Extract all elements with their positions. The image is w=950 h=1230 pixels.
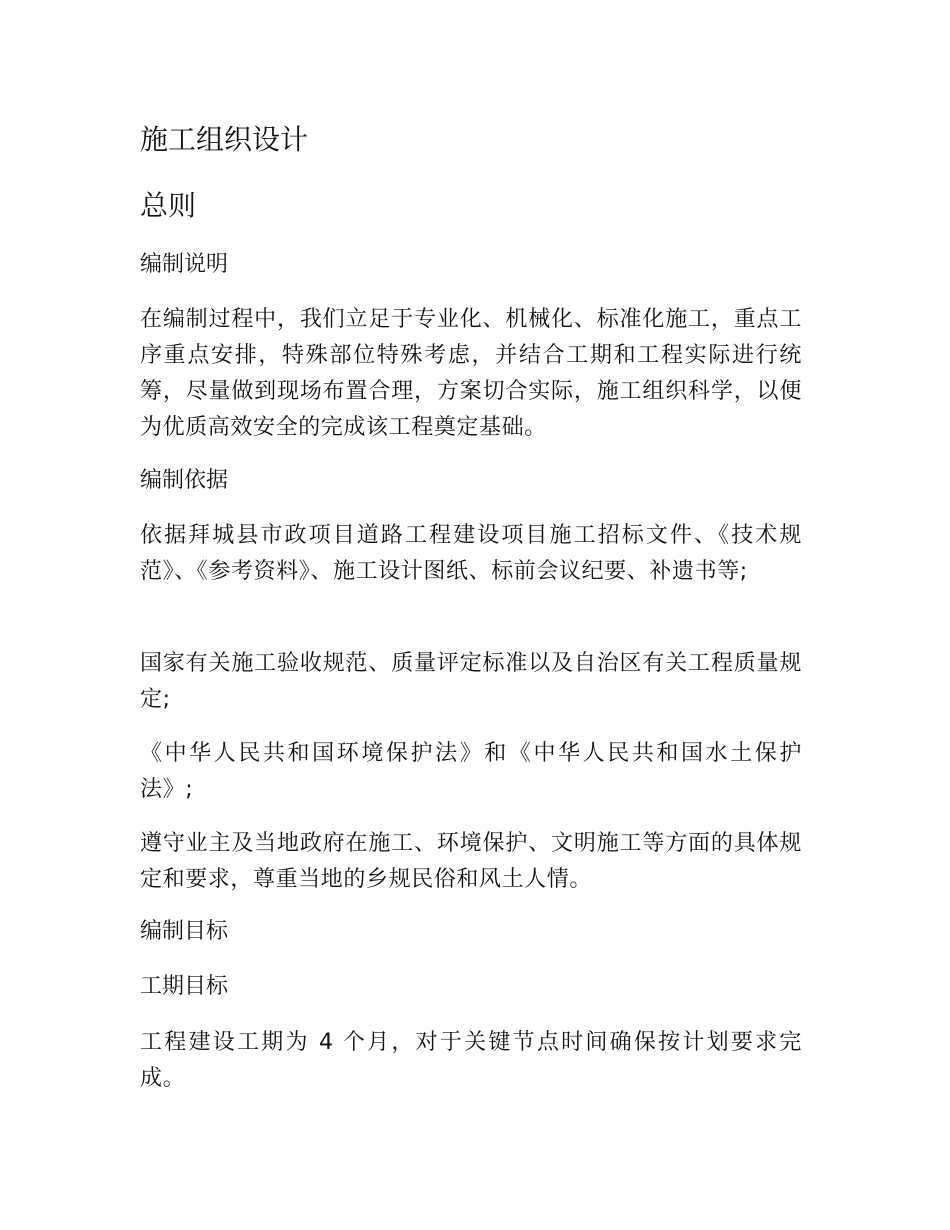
document-title: 施工组织设计: [140, 123, 309, 156]
paragraph-basis-2: 国家有关施工验收规范、质量评定标准以及自治区有关工程质量规定;: [140, 651, 802, 712]
section-title: 总则: [140, 189, 197, 222]
heading-compilation-goals: 编制目标: [140, 919, 229, 944]
heading-schedule-goal: 工期目标: [140, 974, 229, 999]
paragraph-basis-4: 遵守业主及当地政府在施工、环境保护、文明施工等方面的具体规定和要求，尊重当地的乡规民俗和风土人情。: [140, 831, 802, 892]
paragraph-schedule-goal: 工程建设工期为 4 个月，对于关键节点时间确保按计划要求完成。: [140, 1030, 802, 1091]
paragraph-basis-1: 依据拜城县市政项目道路工程建设项目施工招标文件、《技术规范》、《参考资料》、施工设计图纸、标前会议纪要、补遗书等;: [140, 523, 802, 584]
heading-compilation-basis: 编制依据: [140, 468, 229, 493]
paragraph-compilation-note: 在编制过程中，我们立足于专业化、机械化、标准化施工，重点工序重点安排，特殊部位特殊考虑，并结合工期和工程实际进行统筹，尽量做到现场布置合理，方案切合实际，施工组织科学，以便为优质高效安全的完成该工程奠定基础。: [140, 307, 802, 440]
paragraph-basis-3: 《中华人民共和国环境保护法》和《中华人民共和国水土保护法》;: [140, 741, 802, 802]
heading-compilation-note: 编制说明: [140, 252, 229, 277]
